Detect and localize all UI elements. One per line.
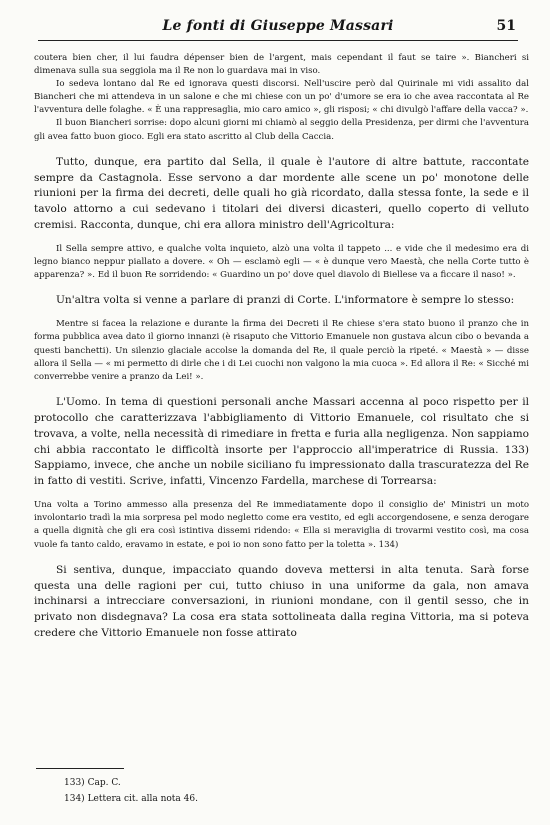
- running-title: Le fonti di Giuseppe Massari: [162, 18, 394, 34]
- quoted-paragraph: Io sedeva lontano dal Re ed ignorava questi discorsi. Nell'uscire però dal Quirinale mi vidi assalito dal Biancheri che mi attendeva in un salone e che mi chiese con un po' d'umore se era io che avea raccontata al Re l'avventura delle folaghe. « È una rappresaglia, mio caro amico », gli risposi; « chi divulgò l'affare della vacca? ».: [34, 79, 529, 116]
- paragraph-gap: [34, 384, 529, 395]
- paragraph-gap: [34, 552, 529, 563]
- page-number: 51: [496, 18, 516, 34]
- body-paragraph: Si sentiva, dunque, impacciato quando doveva mettersi in alta tenuta. Sarà forse questa una delle ragioni per cui, tutto chiuso in una uniforme da gala, non amava inchinarsi a intrecciare conversazioni, in riunioni mondane, con il gentil sesso, che in privato non disdegnava? La cosa era stata sottolineata dalla regina Vittoria, ma si poteva credere che Vittorio Emanuele non fosse attirato: [34, 563, 529, 640]
- quoted-paragraph: coutera bien cher, il lui faudra dépenser bien de l'argent, mais cependant il faut se taire ». Biancheri si dimenava sulla sua seggiola ma il Re non lo guardava mai in viso.: [34, 53, 529, 77]
- body-paragraph: L'Uomo. In tema di questioni personali anche Massari accenna al poco rispetto per il protocollo che caratterizzava l'abbigliamento di Vittorio Emanuele, col risultato che si trovava, a volte, nella necessità di rimediare in fretta e furia alla negligenza. Non sappiamo chi abbia raccontato le difficoltà insorte per l'approccio all'imperatrice di Russia. 133) Sappiamo, invece, che anche un nobile siciliano fu impressionato dalla trascuratezza del Re in fatto di vestiti. Scrive, infatti, Vincenzo Fardella, marchese di Torrearsa:: [34, 395, 529, 488]
- footnote-number: 134): [64, 794, 85, 804]
- footnote-divider: [36, 768, 124, 769]
- footnotes: [64, 775, 198, 807]
- footnote: [64, 791, 198, 807]
- body-paragraph: Un'altra volta si venne a parlare di pranzi di Corte. L'informatore è sempre lo stesso:: [56, 294, 515, 307]
- footnote-number: 133): [64, 778, 85, 788]
- body-paragraph: Tutto, dunque, era partito dal Sella, il quale è l'autore di altre battute, raccontate sempre da Castagnola. Esse servono a dar mordente alle scene un po' monotone delle riunioni per la firma dei decreti, delle quali ho già ricordato, dalla stessa fonte, la sede e il tavolo attorno a cui sedevano i titolari dei diversi dicasteri, quello coperto di velluto cremisi. Racconta, dunque, chi era allora ministro dell'Agricoltura:: [34, 155, 529, 232]
- paragraph-gap: [34, 309, 529, 318]
- paragraph-gap: [34, 234, 529, 243]
- body-text: [34, 52, 529, 642]
- quoted-paragraph: Il buon Biancheri sorrise: dopo alcuni giorni mi chiamò al seggio della Presidenza, per dirmi che l'avventura gli avea fatto buon gioco. Egli era stato ascritto al Club della Caccia.: [34, 118, 529, 142]
- paragraph-gap: [34, 144, 529, 155]
- footnote-text: Lettera cit. alla nota 46.: [87, 794, 198, 804]
- footnote: [64, 775, 198, 791]
- paragraph-gap: [34, 282, 529, 293]
- page-header: [38, 18, 518, 41]
- quoted-paragraph: Una volta a Torino ammesso alla presenza del Re immediatamente dopo il consiglio de' Ministri un moto involontario tradì la mia sorpresa pel modo negletto come era vestito, ed egli accorgendosene, e senza derogare a quella dignità che gli era così istintiva dissemi ridendo: « Ella si meraviglia di trovarmi vestito così, ma cosa vuole fa tanto caldo, eravamo in estate, e poi io non sono fatto per la toletta ». 134): [34, 500, 529, 550]
- footnote-text: Cap. C.: [87, 778, 121, 788]
- quoted-paragraph: Il Sella sempre attivo, e qualche volta inquieto, alzò una volta il tappeto ... e vide che il medesimo era di legno bianco neppur piallato a dovere. « Oh — esclamò egli — « è dunque vero Maestà, che nella Corte tutto è apparenza? ». Ed il buon Re sorridendo: « Guardino un po' dove quel diavolo di Biellese va a ficcare il naso! ».: [34, 244, 529, 281]
- paragraph-gap: [34, 490, 529, 499]
- quoted-paragraph: Mentre si facea la relazione e durante la firma dei Decreti il Re chiese s'era stato buono il pranzo che in forma pubblica avea dato il giorno innanzi (è risaputo che Vittorio Emanuele non gustava alcun cibo o bevanda a questi banchetti). Un silenzio glaciale accolse la domanda del Re, il quale perciò la ripeté. « Maestà » — disse allora il Sella — « mi permetto di dirle che i di Lei cuochi non valgono la mia cuoca ». Ed allora il Re: « Sicché mi converrebbe venire a pranzo da Lei! ».: [34, 319, 529, 382]
